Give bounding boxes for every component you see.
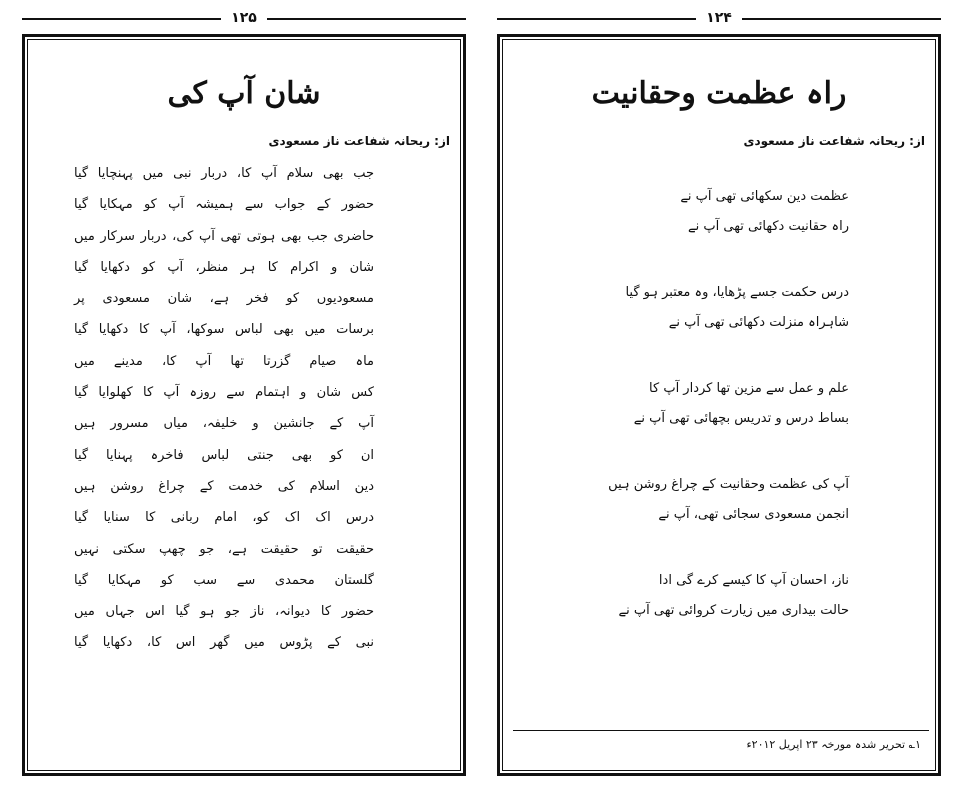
right-page-number <box>497 10 941 26</box>
stanza <box>589 182 849 242</box>
left-author: از: ریحانہ شفاعت ناز مسعودی <box>268 134 450 148</box>
verse-line: حالت بیداری میں زیارت کروائی تھی آپ نے <box>618 603 849 618</box>
verse-line: حقیقت تو حقیقت ہے، جو چھپ سکتی نہیں <box>74 541 374 557</box>
verse-line: ماہ صیام گزرتا تھا آپ کا، مدینے میں <box>74 353 374 369</box>
verse-line: حاضری جب بھی ہوتی تھی آپ کی، دربار سرکار میں <box>74 228 374 244</box>
right-author: از: ریحانہ شفاعت ناز مسعودی <box>743 134 925 148</box>
stanza <box>589 278 849 338</box>
verse-line: راہ حقانیت دکھائی تھی آپ نے <box>688 219 849 234</box>
left-page <box>22 10 466 776</box>
right-page <box>497 10 941 776</box>
verse-line: علم و عمل سے مزین تھا کردار آپ کا <box>649 381 849 396</box>
left-page-number-text: ۱۲۵ <box>221 10 267 26</box>
verse-line: ان کو بھی جنتی لباس فاخرہ پہنایا گیا <box>74 447 374 463</box>
footnote-rule <box>513 730 929 731</box>
verse-line: درس حکمت جسے پڑھایا، وہ معتبر ہو گیا <box>625 285 849 300</box>
verse-line: بساط درس و تدریس بچھائی تھی آپ نے <box>633 411 849 426</box>
verse-line: درس اک اک کو، امام ربانی کا سنایا گیا <box>74 510 374 526</box>
right-poem-title: راہ عظمت وحقانیت <box>591 76 847 111</box>
footnote: ۱؎ تحریر شدہ مورخہ ۲۳ اپریل ۲۰۱۲ء <box>746 738 921 751</box>
verse-line: مسعودیوں کو فخر ہے، شان مسعودی پر <box>74 291 374 307</box>
verse-line: کس شان و اہتمام سے روزہ آپ کا کھلوایا گیا <box>74 385 374 401</box>
stanza <box>589 470 849 530</box>
verse-line: شان و اکرام کا ہر منظر، آپ کو دکھایا گیا <box>74 259 374 275</box>
verse-line: برسات میں بھی لباس سوکھا، آپ کا دکھایا گیا <box>74 322 374 338</box>
right-page-number-text: ۱۲۴ <box>696 10 742 26</box>
left-page-number <box>22 10 466 26</box>
verse-line: شاہراہ منزلت دکھائی تھی آپ نے <box>668 315 849 330</box>
verse-line: حضور کا دیوانہ، ناز جو ہو گیا اس جہاں میں <box>74 604 374 620</box>
right-verses <box>589 182 849 662</box>
verse-line: گلستان محمدی سے سب کو مہکایا گیا <box>74 572 374 588</box>
verse-line: حضور کے جواب سے ہمیشہ آپ کو مہکایا گیا <box>74 197 374 213</box>
verse-line: جب بھی سلام آپ کا، دربار نبی میں پہنچایا گیا <box>74 166 374 181</box>
stanza <box>589 374 849 434</box>
left-poem-title: شان آپ کی <box>167 76 321 111</box>
verse-line: آپ کے جانشین و خلیفہ، میاں مسرور ہیں <box>74 416 374 432</box>
verse-line: انجمن مسعودی سجائی تھی، آپ نے <box>658 507 849 522</box>
verse-line: عظمت دین سکھائی تھی آپ نے <box>680 189 849 204</box>
verse-line: نبی کے پڑوس میں گھر اس کا، دکھایا گیا <box>74 635 374 651</box>
verse-line: دین اسلام کی خدمت کے چراغ روشن ہیں <box>74 478 374 494</box>
verse-line: ناز، احسان آپ کا کیسے کرے گی ادا <box>658 573 849 588</box>
stanza <box>589 566 849 626</box>
left-verses <box>74 158 374 659</box>
verse-line: آپ کی عظمت وحقانیت کے چراغ روشن ہیں <box>608 477 849 492</box>
